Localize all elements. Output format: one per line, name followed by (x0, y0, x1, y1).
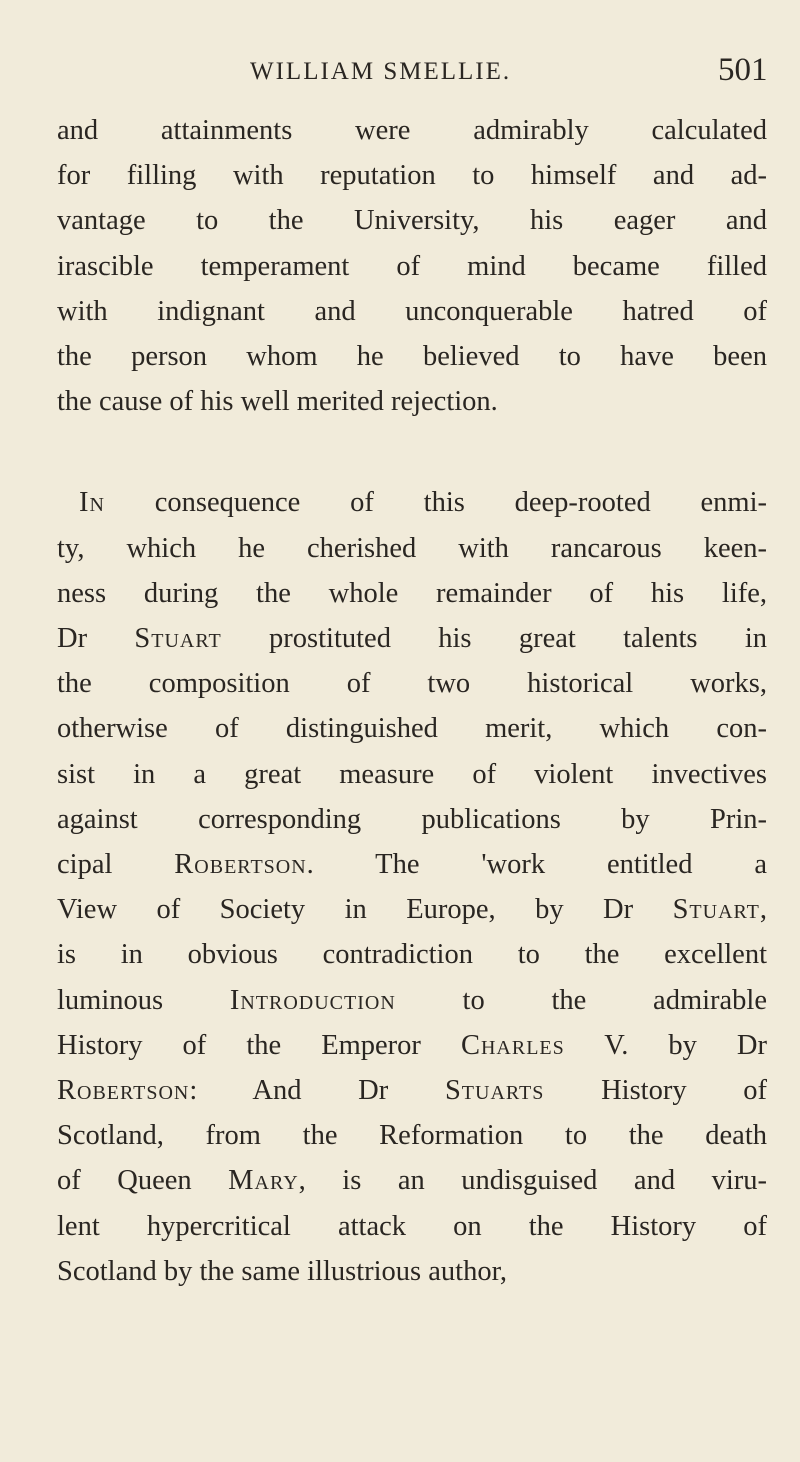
paragraph-gap (57, 424, 767, 480)
small-caps-word: Stuarts (444, 1075, 545, 1107)
text-line: Scotland, from the Reformation to the death (57, 1120, 767, 1152)
text-run: of Queen (57, 1165, 229, 1197)
text-run: V. by Dr (564, 1029, 767, 1061)
text-run: View of Society in Europe, by Dr (57, 894, 673, 926)
text-line: vantage to the University, his eager and (57, 205, 767, 237)
paragraph-2 (57, 480, 767, 1294)
text-line (57, 887, 767, 932)
text-run: cipal (57, 849, 175, 881)
text-line: irascible temperament of mind became filled (57, 250, 767, 282)
body-text (57, 108, 767, 1294)
text-run: , (759, 894, 767, 926)
text-line: the composition of two historical works, (57, 668, 767, 700)
small-caps-word: Introduction (229, 984, 396, 1016)
text-line: ty, which he cherished with rancarous keen- (57, 532, 767, 564)
small-caps-word: Stuart (134, 623, 222, 655)
page-header (0, 52, 800, 92)
text-line: the person whom he believed to have been (57, 341, 767, 373)
text-line: ness during the whole remainder of his life, (57, 577, 767, 609)
small-caps-word: Robertson (57, 1075, 190, 1107)
text-line (57, 842, 767, 887)
text-line (57, 616, 767, 661)
text-run: History of (544, 1075, 767, 1107)
running-title: WILLIAM SMELLIE. (250, 58, 512, 85)
text-run: prostituted his great talents in (221, 623, 768, 655)
small-caps-word: Mary (228, 1165, 299, 1197)
text-run: Dr (57, 623, 135, 655)
text-line: otherwise of distinguished merit, which con- (57, 713, 767, 745)
text-line: sist in a great measure of violent invectives (57, 758, 767, 790)
text-line (57, 480, 767, 525)
text-run: consequence of this deep-rooted enmi- (104, 487, 767, 519)
text-line: against corresponding publications by Prin- (57, 803, 767, 835)
text-line (57, 1023, 767, 1068)
text-line: Scotland by the same illustrious author, (57, 1255, 508, 1287)
text-line: and attainments were admirably calculated (57, 115, 767, 146)
text-run: , is an undisguised and viru- (298, 1165, 767, 1197)
text-run: . The 'work entitled a (306, 849, 768, 881)
text-line (57, 1158, 767, 1203)
paragraph-1 (57, 108, 767, 424)
text-line: lent hypercritical attack on the History of (57, 1210, 767, 1242)
page-number: 501 (718, 52, 768, 88)
text-line: with indignant and unconquerable hatred of (57, 295, 767, 327)
text-run: luminous (57, 984, 230, 1016)
small-caps-word: Charles (460, 1029, 565, 1061)
text-line (57, 978, 767, 1023)
text-line: for filling with reputation to himself and ad- (57, 160, 767, 192)
text-run: History of the Emperor (57, 1029, 461, 1061)
text-line (57, 1068, 767, 1113)
small-caps-word: Stuart (672, 894, 760, 926)
text-line: is in obvious contradiction to the excellent (57, 939, 767, 971)
text-run: : And Dr (189, 1075, 445, 1107)
text-line: the cause of his well merited rejection. (57, 386, 498, 418)
small-caps-word: Robertson (174, 849, 307, 881)
text-run: to the admirable (395, 984, 767, 1016)
small-caps-word: In (79, 487, 105, 519)
